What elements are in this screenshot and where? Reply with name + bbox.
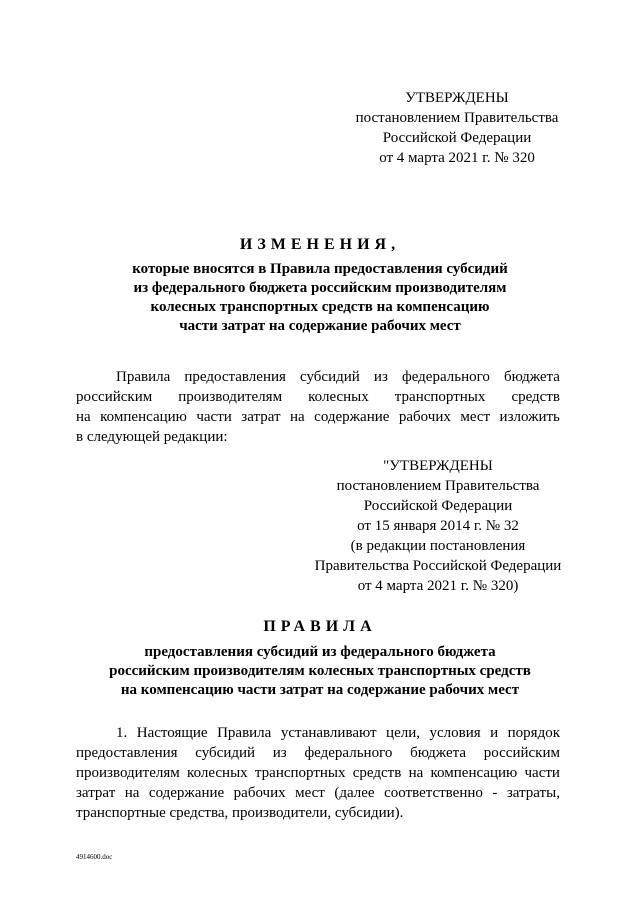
- quoted-line: постановлением Правительства: [336, 478, 540, 494]
- word: из: [373, 369, 388, 385]
- word: средств: [352, 765, 402, 781]
- approval-line: Российской Федерации: [382, 130, 532, 146]
- paragraph-line: [76, 387, 560, 407]
- word: транспортных: [254, 765, 346, 781]
- word: Настоящие: [136, 725, 208, 741]
- quoted-line: "УТВЕРЖДЕНЫ: [383, 458, 493, 474]
- word: порядок: [507, 725, 560, 741]
- word: мест: [460, 409, 491, 425]
- word: предоставления: [76, 745, 178, 761]
- word: федерального: [304, 745, 393, 761]
- rules-heading: ПРАВИЛА: [263, 618, 377, 635]
- word: -: [492, 785, 498, 801]
- changes-subtitle: [60, 260, 580, 336]
- word: Правила: [217, 725, 272, 741]
- word: соответственно: [384, 785, 483, 801]
- quoted-line: Российской Федерации: [363, 498, 513, 514]
- clause-1: [76, 723, 560, 823]
- word: компенсацию: [100, 409, 187, 425]
- word: мест: [295, 785, 325, 801]
- word: (далее: [334, 785, 375, 801]
- word: Правила: [116, 369, 171, 385]
- word: затраты,: [506, 785, 560, 801]
- word: средств: [511, 389, 560, 405]
- intro-paragraph: [76, 367, 560, 447]
- word: на: [76, 409, 91, 425]
- paragraph-line: [76, 367, 560, 387]
- approval-line: УТВЕРЖДЕНЫ: [405, 90, 509, 106]
- quoted-line: от 15 января 2014 г. № 32: [357, 518, 519, 534]
- word: затрат: [76, 785, 116, 801]
- paragraph-line: [76, 783, 560, 803]
- quoted-line: Правительства Российской Федерации: [314, 558, 562, 574]
- word: рабочих: [233, 785, 286, 801]
- rules-subtitle-line: российским производителям колесных транспортных средств: [109, 663, 531, 679]
- approval-line: постановлением Правительства: [355, 110, 559, 126]
- quoted-line: от 4 марта 2021 г. № 320): [357, 578, 519, 594]
- quoted-approval: [300, 456, 576, 596]
- word: российским: [76, 389, 153, 405]
- word: на: [124, 785, 140, 801]
- word: части: [524, 765, 560, 781]
- word: российским: [483, 745, 560, 761]
- word: изложить: [499, 409, 560, 425]
- paragraph-line: [76, 763, 560, 783]
- paragraph-line: в следующей редакции:: [76, 429, 228, 445]
- rules-subtitle: [60, 643, 580, 700]
- word: субсидий: [195, 745, 256, 761]
- word: бюджета: [504, 369, 560, 385]
- word: транспортных: [394, 389, 486, 405]
- word: условия: [429, 725, 481, 741]
- word: колесных: [308, 389, 369, 405]
- word: содержание: [148, 785, 225, 801]
- paragraph-line: [76, 723, 560, 743]
- word: на: [290, 409, 305, 425]
- word: федерального: [402, 369, 490, 385]
- paragraph-line: транспортные средства, производители, субсидии).: [76, 805, 404, 821]
- approval-header: [320, 88, 594, 168]
- word: 1.: [116, 725, 128, 741]
- word: из: [272, 745, 287, 761]
- word: части: [196, 409, 232, 425]
- word: производителям: [76, 765, 180, 781]
- approval-line: от 4 марта 2021 г. № 320: [379, 150, 535, 166]
- word: цели,: [386, 725, 420, 741]
- changes-subtitle-line: части затрат на содержание рабочих мест: [179, 318, 461, 334]
- word: затрат: [241, 409, 281, 425]
- changes-subtitle-line: из федерального бюджета российским производителям: [133, 280, 507, 296]
- changes-subtitle-line: колесных транспортных средств на компенсацию: [150, 299, 490, 315]
- paragraph-line: [76, 407, 560, 427]
- footer-filename: 4914600.doc: [76, 853, 113, 861]
- word: устанавливают: [280, 725, 377, 741]
- word: субсидий: [300, 369, 360, 385]
- quoted-line: (в редакции постановления: [350, 538, 526, 554]
- word: колесных: [187, 765, 248, 781]
- changes-subtitle-line: которые вносятся в Правила предоставления субсидий: [132, 261, 508, 277]
- word: предоставления: [184, 369, 286, 385]
- rules-subtitle-line: на компенсацию части затрат на содержание рабочих мест: [120, 682, 520, 698]
- word: и: [490, 725, 499, 741]
- word: содержание: [314, 409, 390, 425]
- changes-heading: ИЗМЕНЕНИЯ,: [239, 236, 401, 253]
- paragraph-line: [76, 743, 560, 763]
- word: производителям: [178, 389, 283, 405]
- word: компенсацию: [430, 765, 518, 781]
- word: бюджета: [410, 745, 467, 761]
- word: рабочих: [398, 409, 451, 425]
- word: на: [408, 765, 424, 781]
- rules-subtitle-line: предоставления субсидий из федерального бюджета: [144, 644, 496, 660]
